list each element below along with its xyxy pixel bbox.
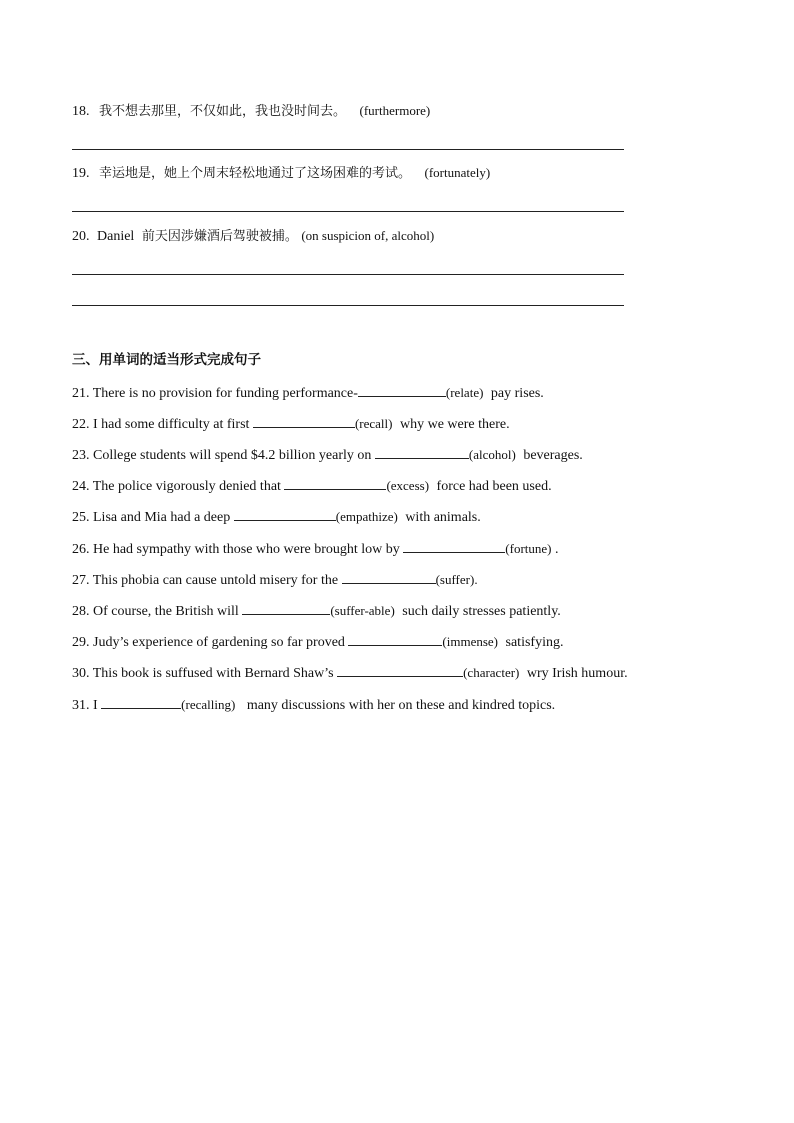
chinese-sentence: 幸运地是，她上个周末轻松地通过了这场困难的考试。 <box>99 166 412 181</box>
sentence-start: Lisa and Mia had a deep <box>93 510 231 525</box>
word-hint: (recall) <box>354 416 393 431</box>
keyword-hint: (furthermore) <box>359 103 431 118</box>
word-hint: (empathize) <box>335 509 398 524</box>
sentence-start: Of course, the British will <box>93 604 239 619</box>
word-hint: (relate) <box>445 385 484 400</box>
english-prefix: Daniel <box>97 229 135 244</box>
answer-line <box>72 211 624 212</box>
word-hint: (suffer). <box>435 572 478 587</box>
section-title: 三、用单词的适当形式完成句子 <box>72 352 261 368</box>
answer-line <box>72 274 624 275</box>
fill-item-29 <box>72 632 563 652</box>
answer-blank[interactable] <box>337 663 463 677</box>
answer-blank[interactable] <box>358 383 446 397</box>
fill-item-30 <box>72 663 628 683</box>
answer-line <box>72 305 624 306</box>
item-number: 23. <box>72 448 90 463</box>
item-number: 21. <box>72 386 90 401</box>
fill-item-22 <box>72 414 510 434</box>
item-number: 31. <box>72 698 90 713</box>
sentence-end: many discussions with her on these and kindred topics. <box>246 698 556 713</box>
item-number: 25. <box>72 510 90 525</box>
item-number: 18. <box>72 104 90 119</box>
keyword-hint: (on suspicion of, alcohol) <box>301 228 435 243</box>
word-hint: (immense) <box>442 634 499 649</box>
fill-item-26 <box>72 539 559 559</box>
chinese-sentence: 前天因涉嫌酒后驾驶被捕。 <box>141 229 298 244</box>
fill-item-24 <box>72 476 552 496</box>
sentence-end: wry Irish humour. <box>526 666 628 681</box>
sentence-start: Judy’s experience of gardening so far proved <box>93 635 345 650</box>
answer-blank[interactable] <box>284 476 386 490</box>
answer-blank[interactable] <box>348 632 442 646</box>
fill-item-31 <box>72 695 555 715</box>
sentence-end: with animals. <box>405 510 481 525</box>
sentence-end: force had been used. <box>436 479 552 494</box>
answer-blank[interactable] <box>234 507 336 521</box>
fill-item-23 <box>72 445 583 465</box>
translation-item-18 <box>72 102 430 121</box>
translation-item-20 <box>72 227 434 246</box>
item-number: 20. <box>72 229 90 244</box>
item-number: 19. <box>72 166 90 181</box>
answer-blank[interactable] <box>101 695 181 709</box>
sentence-end: beverages. <box>523 448 583 463</box>
sentence-start: The police vigorously denied that <box>92 479 281 494</box>
sentence-end: pay rises. <box>490 386 544 401</box>
chinese-sentence: 我不想去那里，不仅如此，我也没时间去。 <box>99 104 347 119</box>
sentence-end: why we were there. <box>399 417 510 432</box>
answer-blank[interactable] <box>242 601 330 615</box>
answer-blank[interactable] <box>253 414 355 428</box>
item-number: 27. <box>72 573 90 588</box>
sentence-end: . <box>555 542 559 557</box>
keyword-hint: (fortunately) <box>424 165 491 180</box>
item-number: 30. <box>72 666 90 681</box>
item-number: 26. <box>72 542 90 557</box>
answer-blank[interactable] <box>342 570 436 584</box>
item-number: 24. <box>72 479 90 494</box>
answer-blank[interactable] <box>403 539 505 553</box>
word-hint: (fortune) <box>505 541 552 556</box>
sentence-start: There is no provision for funding performance- <box>92 386 358 401</box>
item-number: 29. <box>72 635 90 650</box>
sentence-start: This book is suffused with Bernard Shaw’s <box>92 666 334 681</box>
fill-item-21 <box>72 383 544 403</box>
answer-line <box>72 149 624 150</box>
word-hint: (suffer-able) <box>330 603 395 618</box>
sentence-end: such daily stresses patiently. <box>402 604 561 619</box>
sentence-start: This phobia can cause untold misery for the <box>92 573 339 588</box>
sentence-start: He had sympathy with those who were brought low by <box>93 542 400 557</box>
translation-item-19 <box>72 164 490 183</box>
item-number: 22. <box>72 417 90 432</box>
sentence-start: I <box>93 698 98 713</box>
word-hint: (excess) <box>386 478 430 493</box>
fill-item-28 <box>72 601 561 621</box>
fill-item-27 <box>72 570 478 590</box>
word-hint: (recalling) <box>181 697 236 712</box>
sentence-start: College students will spend $4.2 billion yearly on <box>93 448 372 463</box>
sentence-end: satisfying. <box>505 635 564 650</box>
answer-blank[interactable] <box>375 445 469 459</box>
fill-item-25 <box>72 507 481 527</box>
sentence-start: I had some difficulty at first <box>93 417 250 432</box>
item-number: 28. <box>72 604 90 619</box>
word-hint: (alcohol) <box>468 447 516 462</box>
word-hint: (character) <box>463 665 520 680</box>
